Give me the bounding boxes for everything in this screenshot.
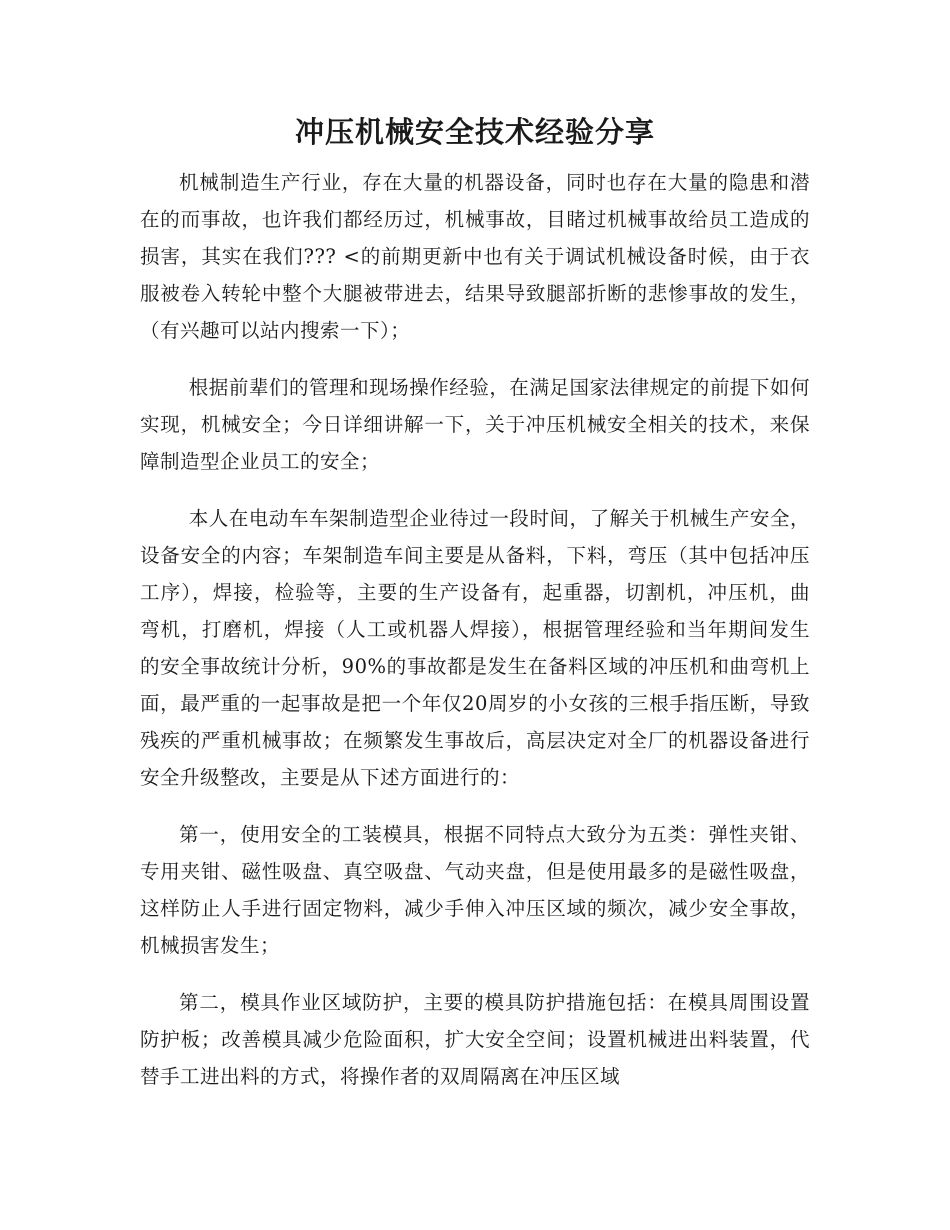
paragraph-background: 本人在电动车车架制造型企业待过一段时间，了解关于机械生产安全，设备安全的内容；车架制造车间主要是从备料，下料，弯压（其中包括冲压工序），焊接，检验等，主要的生产设备有，起重器，切割机，冲压机，曲弯机，打磨机，焊接（人工或机器人焊接），根据管理经验和当年期间发生的安全事故统计分析，90%的事故都是发生在备料区域的冲压机和曲弯机上面，最严重的一起事故是把一个年仅20周岁的小女孩的三根手指压断，导致残疾的严重机械事故；在频繁发生事故后，高层决定对全厂的机器设备进行安全升级整改，主要是从下述方面进行的： [140, 507, 810, 789]
paragraph-point-one: 第一，使用安全的工装模具，根据不同特点大致分为五类：弹性夹钳、专用夹钳、磁性吸盘、真空吸盘、气动夹盘，但是使用最多的是磁性吸盘，这样防止人手进行固定物料，减少手伸入冲压区域的频次，减少安全事故，机械损害发生； [140, 823, 810, 957]
document-title: 冲压机械安全技术经验分享 [294, 115, 655, 149]
paragraph-intro: 机械制造生产行业，存在大量的机器设备，同时也存在大量的隐患和潜在的而事故，也许我们都经历过，机械事故，目睹过机械事故给员工造成的损害，其实在我们??? <的前期更新中也有关于调试机械设备时候，由于衣服被卷入转轮中整个大腿被带进去，结果导致腿部折断的悲惨事故的发生，（有兴趣可以站内搜索一下）； [140, 171, 810, 342]
paragraph-experience: 根据前辈们的管理和现场操作经验，在满足国家法律规定的前提下如何实现，机械安全；今日详细讲解一下，关于冲压机械安全相关的技术，来保障制造型企业员工的安全； [140, 376, 810, 473]
paragraph-point-two: 第二，模具作业区域防护，主要的模具防护措施包括：在模具周围设置防护板；改善模具减少危险面积，扩大安全空间；设置机械进出料装置，代替手工进出料的方式，将操作者的双周隔离在冲压区域 [140, 991, 810, 1088]
